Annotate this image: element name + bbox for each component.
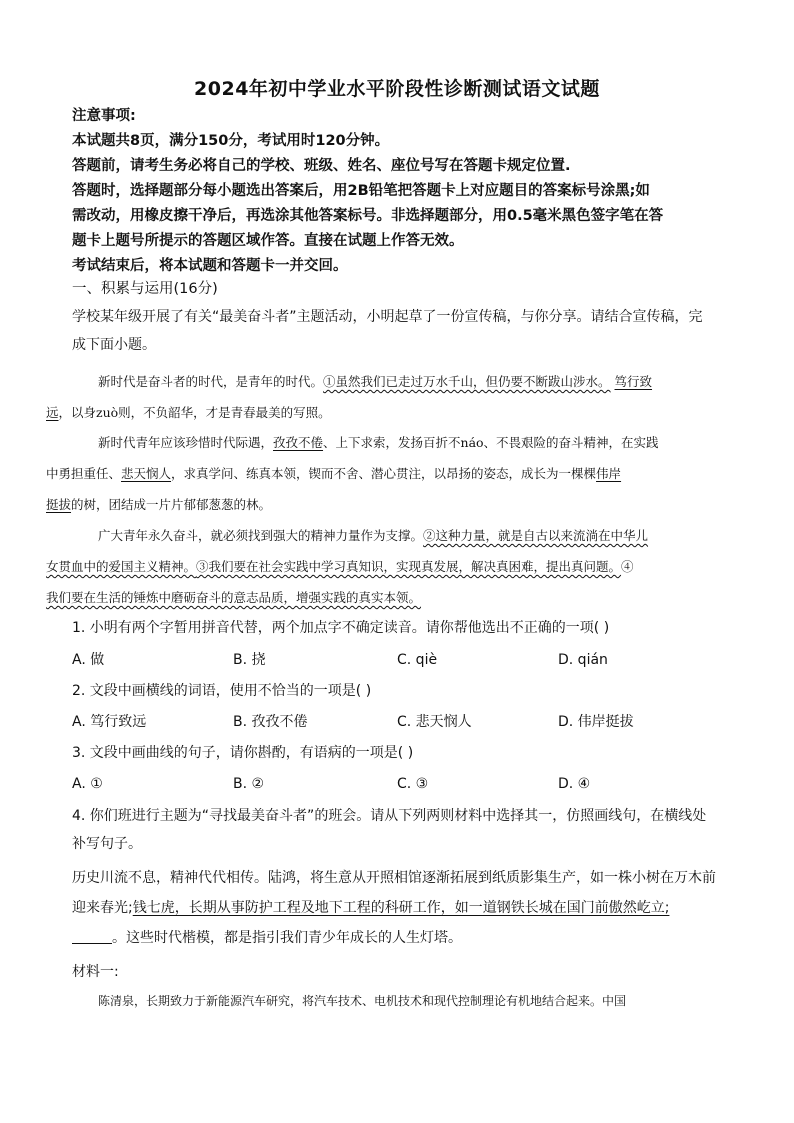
q2-option-c[interactable]: C. 悲天悯人 <box>397 714 472 730</box>
q4-paragraph: 迎来春光;钱七虎，长期从事防护工程及地下工程的科研工作，如一道钢铁长城在国门前傲然屹立; <box>72 900 670 916</box>
notice-item: 考试结束后，将本试题和答题卡一并交回。 <box>72 258 348 274</box>
q4-paragraph: 。这些时代楷模，都是指引我们青少年成长的人生灯塔。 <box>72 926 724 952</box>
question-4-stem: 补写句子。 <box>72 836 142 852</box>
passage-paragraph-3: 广大青年永久奋斗，就必须找到强大的精神力量作为支撑。②这种力量，就是自古以来流淌在中华儿 女贯血中的爱国主义精神。③我们要在社会实践中学习真知识，实现真发展，解决真困难，提出真问题。④ 我们要在生活的锤炼中磨砺奋斗的意志品质，增强实践的真实本领。 <box>46 528 649 605</box>
wavy-sentence-4: 我们要在生活的锤炼中磨砺奋斗的意志品质，增强实践的真实本领。 <box>46 590 422 605</box>
underlined-word: 伟岸 <box>596 466 622 481</box>
q2-option-b[interactable]: B. 孜孜不倦 <box>233 714 308 730</box>
notice-item: 本试题共8页，满分150分，考试用时120分钟。 <box>72 133 390 149</box>
question-3-stem: 3. 文段中画曲线的句子，请你斟酌，有语病的一项是( ) <box>72 745 414 761</box>
wavy-sentence-2: 女贯血中的爱国主义精神。 <box>46 559 197 574</box>
wavy-sentence-3: ③我们要在社会实践中学习真知识，实现真发展，解决真困难，提出真问题。 <box>196 559 622 574</box>
question-1-stem: 1. 小明有两个字暂用拼音代替，两个加点字不确定读音。请你帮他选出不正确的一项( ) <box>72 620 610 636</box>
q1-option-c[interactable]: C. qiè <box>397 652 438 668</box>
model-sentence: 钱七虎，长期从事防护工程及地下工程的科研工作，如一道钢铁长城在国门前傲然屹立; <box>132 900 670 916</box>
notice-item: 题卡上题号所提示的答题区域作答。直接在试题上作答无效。 <box>72 233 464 249</box>
notice-item: 答题时，选择题部分每小题选出答案后，用2B铅笔把答题卡上对应题目的答案标号涂黑;如 <box>72 183 650 199</box>
notice-item: 需改动，用橡皮擦干净后，再选涂其他答案标号。非选择题部分，用0.5毫米黑色签字笔在答 <box>72 208 664 224</box>
section-heading: 一、积累与运用(16分) <box>72 281 218 297</box>
material-text: 陈清泉，长期致力于新能源汽车研究，将汽车技术、电机技术和现代控制理论有机地结合起来。中国 <box>98 994 627 1008</box>
q1-option-b[interactable]: B. 挠 <box>233 652 266 668</box>
intro-line: 成下面小题。 <box>72 337 156 353</box>
q1-option-d[interactable]: D. qián <box>558 652 608 668</box>
q2-option-a[interactable]: A. 笃行致远 <box>72 714 147 730</box>
question-2-stem: 2. 文段中画横线的词语，使用不恰当的一项是( ) <box>72 683 372 699</box>
q3-option-c[interactable]: C. ③ <box>397 776 429 792</box>
q3-option-b[interactable]: B. ② <box>233 776 265 792</box>
wavy-sentence-2: ②这种力量，就是自古以来流淌在中华儿 <box>423 528 649 543</box>
underlined-word: 挺拔 <box>46 497 72 512</box>
material-label: 材料一: <box>72 964 119 980</box>
q4-paragraph: 历史川流不息，精神代代相传。陆鸿，将生意从开照相馆逐渐拓展到纸质影集生产，如一株小树在万木前 <box>72 870 716 886</box>
underlined-word: 远 <box>46 405 59 420</box>
q2-option-d[interactable]: D. 伟岸挺拔 <box>558 714 634 730</box>
underlined-word: 孜孜不倦 <box>273 435 324 450</box>
notice-heading: 注意事项: <box>72 108 136 124</box>
question-4-stem: 4. 你们班进行主题为“寻找最美奋斗者”的班会。请从下列两则材料中选择其一，仿照画线句，在横线处 <box>72 808 707 824</box>
q1-option-a[interactable]: A. 做 <box>72 652 105 668</box>
wavy-sentence-1: ①虽然我们已走过万水千山，但仍要不断跋山涉水。 <box>323 374 611 389</box>
q3-option-a[interactable]: A. ① <box>72 776 103 792</box>
notice-item: 答题前，请考生务必将自己的学校、班级、姓名、座位号写在答题卡规定位置. <box>72 158 571 174</box>
underlined-word: 悲天悯人 <box>121 466 172 481</box>
underlined-word: 笃行致 <box>614 374 653 389</box>
intro-line: 学校某年级开展了有关“最美奋斗者”主题活动，小明起草了一份宣传稿，与你分享。请结合宣传稿，完 <box>72 309 703 325</box>
answer-blank[interactable] <box>72 929 112 944</box>
q3-option-d[interactable]: D. ④ <box>558 776 591 792</box>
passage-paragraph-2: 新时代青年应该珍惜时代际遇，孜孜不倦、上下求索，发扬百折不náo、不畏艰险的奋斗精神，在实践 中勇担重任、悲天悯人，求真学问、练真本领，锲而不舍、潜心贯注，以昂扬的姿态，成长为一棵棵伟岸 挺拔的树，团结成一片片郁郁葱葱的林。 <box>46 435 659 512</box>
page-title: 2024年初中学业水平阶段性诊断测试语文试题 <box>194 78 600 100</box>
passage-paragraph-1: 新时代是奋斗者的时代，是青年的时代。①虽然我们已走过万水千山，但仍要不断跋山涉水。 笃行致 远，以身zuò则，不负韶华，才是青春最美的写照。 <box>46 374 653 420</box>
